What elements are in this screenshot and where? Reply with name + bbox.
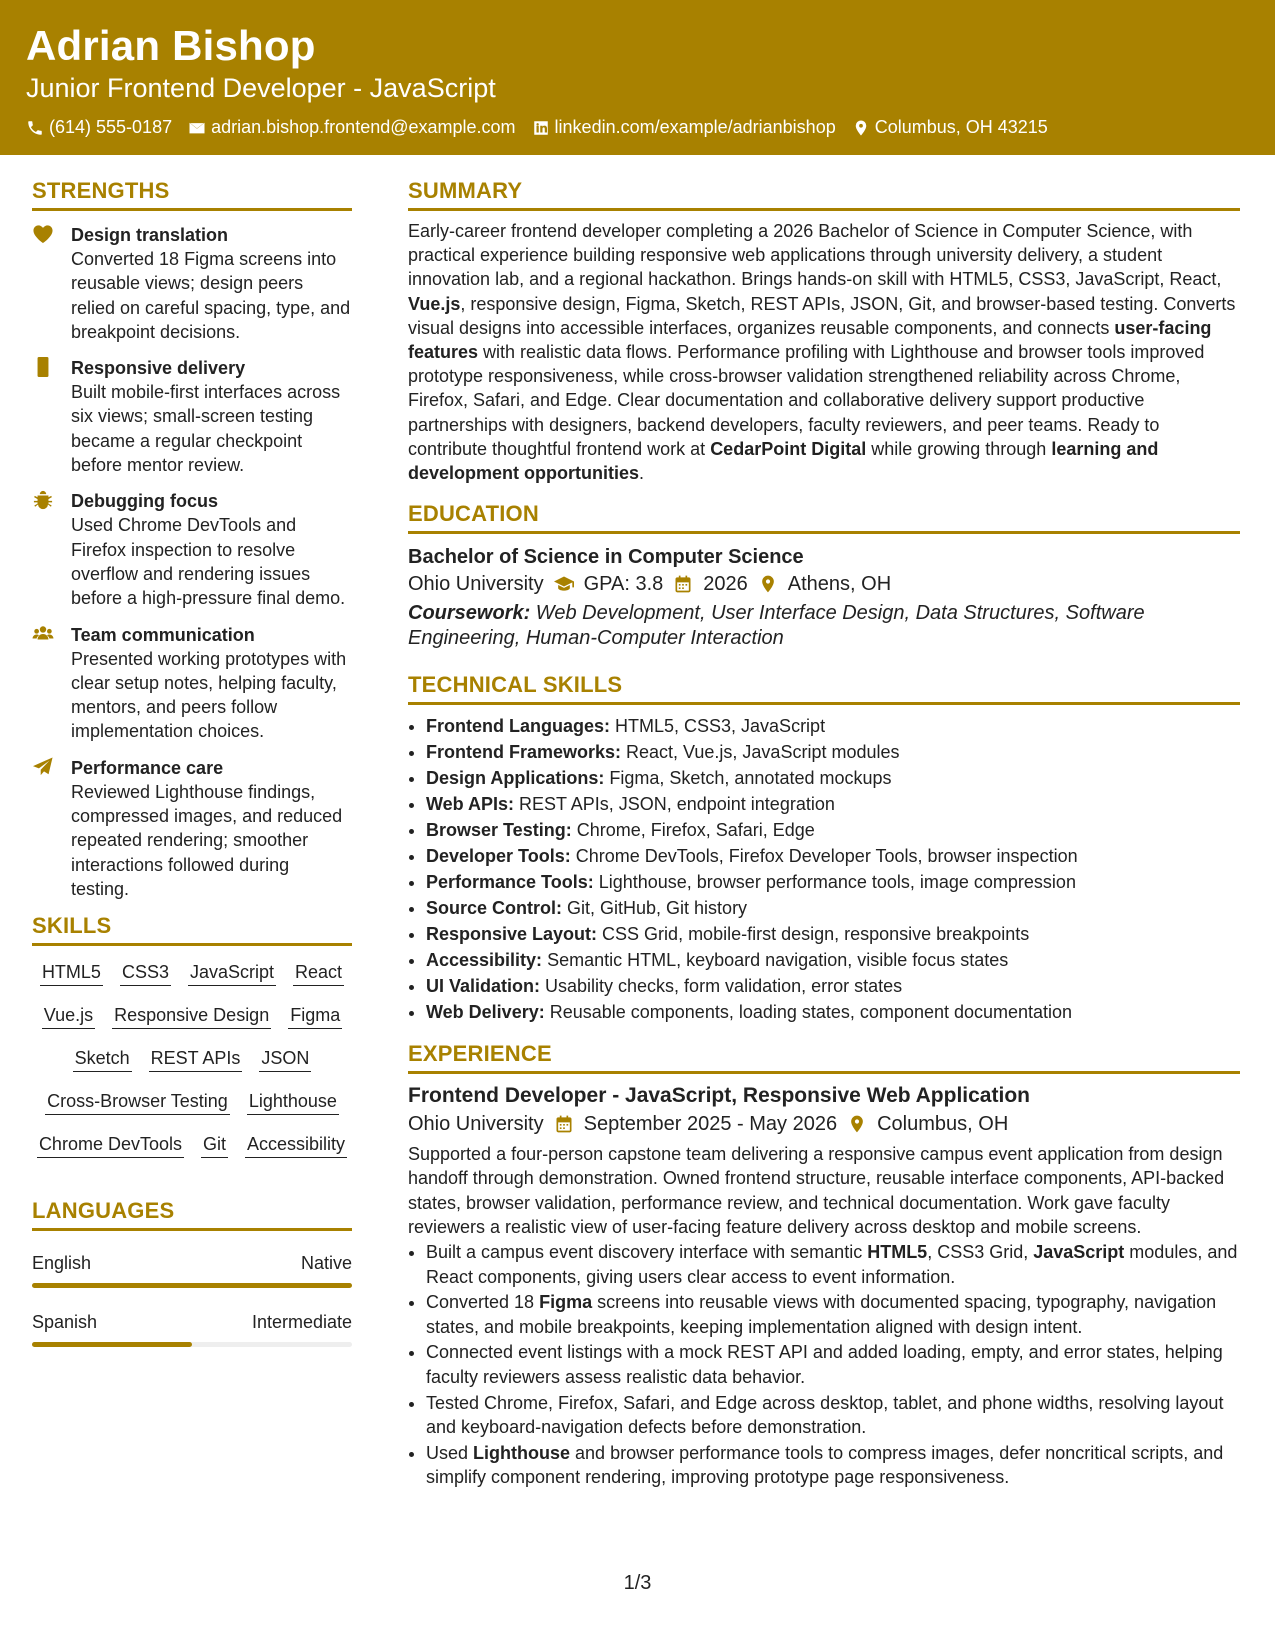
bug-icon bbox=[32, 490, 54, 512]
emphasis-text: JavaScript bbox=[1033, 1242, 1125, 1263]
experience-title: EXPERIENCE bbox=[408, 1041, 1240, 1074]
skills-section bbox=[32, 913, 352, 1158]
text-run: , CSS3 Grid, bbox=[927, 1242, 1034, 1263]
technical-skill-item bbox=[426, 765, 1240, 791]
contact-email[interactable] bbox=[188, 117, 515, 138]
strength-item bbox=[32, 756, 352, 901]
strength-item bbox=[32, 356, 352, 477]
candidate-headline: Junior Frontend Developer - JavaScript bbox=[26, 73, 496, 103]
text-run: modules, and React components, giving users clear access to event information. bbox=[426, 1242, 1238, 1287]
contact-bar bbox=[26, 117, 1048, 138]
education-title: EDUCATION bbox=[408, 501, 1240, 534]
text-run: while growing through bbox=[866, 438, 1052, 459]
emphasis-text: Lighthouse bbox=[473, 1442, 571, 1463]
skill-category: Design Applications: bbox=[426, 768, 605, 789]
technical-skill-item bbox=[426, 817, 1240, 843]
school-location: Athens, OH bbox=[787, 573, 892, 596]
strength-text: Presented working prototypes with clear setup notes, helping faculty, mentors, and peers follow implementation choices. bbox=[71, 648, 347, 742]
emphasis-text: CedarPoint Digital bbox=[710, 438, 867, 459]
job-description: Supported a four-person capstone team delivering a responsive campus event application from design handoff through demonstration. Owned frontend structure, reusable interface components, API-backed states, browser validation, performance review, and technical documentation. Work gave faculty reviewers a realistic view of user-facing feature delivery across desktop and mobile screens. bbox=[408, 1144, 1225, 1237]
language-bar bbox=[32, 1342, 352, 1347]
degree-title: Bachelor of Science in Computer Science bbox=[408, 546, 804, 569]
strength-item bbox=[32, 223, 352, 344]
technical-skills-title: TECHNICAL SKILLS bbox=[408, 672, 1240, 705]
calendar-icon bbox=[554, 1114, 574, 1134]
map-pin-icon bbox=[758, 574, 778, 594]
emphasis-text: Figma bbox=[539, 1292, 593, 1313]
text-run: Early-career frontend developer completing a 2026 Bachelor of Science in Computer Science, with practical experience building responsive web applications through university delivery, a student innovation lab, and a regional hackathon. Brings hands-on skill with HTML5, CSS3, JavaScript, React, bbox=[408, 221, 1222, 290]
education-section bbox=[408, 501, 1240, 650]
job-bullet bbox=[426, 1340, 1240, 1389]
skill-category: Browser Testing: bbox=[426, 820, 572, 841]
emphasis-text: Vue.js bbox=[408, 293, 461, 314]
strengths-list bbox=[32, 223, 352, 901]
text-run: Built a campus event discovery interface with semantic bbox=[426, 1242, 868, 1263]
skill-chip: Accessibility bbox=[245, 1132, 347, 1158]
skills-title: SKILLS bbox=[32, 913, 352, 946]
skill-chip: JSON bbox=[259, 1046, 311, 1072]
strength-text: Built mobile-first interfaces across six views; small-screen testing became a regular checkpoint before mentor review. bbox=[71, 382, 341, 476]
skill-category: Developer Tools: bbox=[426, 846, 571, 867]
linkedin-icon bbox=[532, 119, 550, 137]
emphasis-text: learning and development opportunities bbox=[408, 438, 1159, 484]
language-level: Native bbox=[300, 1253, 352, 1274]
language-bar bbox=[32, 1283, 352, 1288]
job-bullet bbox=[426, 1240, 1240, 1289]
strength-title: Responsive delivery bbox=[71, 358, 246, 379]
technical-skills-list bbox=[408, 713, 1240, 1025]
technical-skill-item bbox=[426, 921, 1240, 947]
calendar-icon bbox=[673, 574, 693, 594]
skill-chip: React bbox=[293, 960, 344, 986]
skill-category: UI Validation: bbox=[426, 976, 541, 997]
skill-chip: REST APIs bbox=[149, 1046, 243, 1072]
languages-list bbox=[32, 1251, 352, 1347]
skill-values: React, Vue.js, JavaScript modules bbox=[621, 742, 900, 763]
language-item bbox=[32, 1310, 352, 1347]
text-run: with realistic data flows. Performance profiling with Lighthouse and browser tools improved prototype responsiveness, while cross-browser validation strengthened reliability across Chrome, Firefox, Safari, and Edge. Clear documentation and collaborative delivery support productive partnerships with designers, backend developers, faculty reviewers, and peer teams. Ready to contribute thoughtful frontend work at bbox=[408, 342, 1205, 459]
contact-location-text: Columbus, OH 43215 bbox=[874, 117, 1048, 137]
skill-chip: Vue.js bbox=[42, 1003, 95, 1029]
strength-title: Debugging focus bbox=[71, 491, 218, 512]
job-location: Columbus, OH bbox=[877, 1113, 1009, 1136]
technical-skill-item bbox=[426, 791, 1240, 817]
strengths-title: STRENGTHS bbox=[32, 178, 352, 211]
skill-values: Chrome DevTools, Firefox Developer Tools, browser inspection bbox=[570, 846, 1078, 867]
map-pin-icon bbox=[852, 119, 870, 137]
skill-values: Semantic HTML, keyboard navigation, visible focus states bbox=[542, 950, 1009, 971]
language-level: Intermediate bbox=[251, 1312, 352, 1333]
strength-text: Reviewed Lighthouse findings, compressed images, and reduced repeated rendering; smoother interactions followed during testing. bbox=[71, 781, 343, 899]
contact-location bbox=[852, 117, 1048, 138]
text-run: . bbox=[639, 463, 645, 484]
users-icon bbox=[32, 624, 54, 646]
experience-meta bbox=[408, 1110, 1240, 1138]
strength-title: Design translation bbox=[71, 225, 229, 245]
emphasis-text: user-facing features bbox=[408, 317, 1212, 363]
skill-category: Responsive Layout: bbox=[426, 924, 598, 945]
skill-values: HTML5, CSS3, JavaScript bbox=[610, 716, 826, 737]
text-run: and browser performance tools to compress images, defer noncritical scripts, and simplify component rendering, improving prototype page responsiveness. bbox=[426, 1442, 1224, 1488]
graduation-cap-icon bbox=[554, 574, 574, 594]
skill-chip: Cross-Browser Testing bbox=[45, 1089, 230, 1115]
skill-category: Frontend Frameworks: bbox=[426, 742, 622, 763]
technical-skill-item bbox=[426, 869, 1240, 895]
technical-skill-item bbox=[426, 843, 1240, 869]
text-run: Converted 18 bbox=[426, 1292, 540, 1313]
contact-linkedin-text: linkedin.com/example/adrianbishop bbox=[554, 117, 836, 137]
coursework-list: Web Development, User Interface Design, Data Structures, Software Engineering, Human-Computer Interaction bbox=[408, 602, 1145, 649]
left-column bbox=[32, 178, 352, 1369]
skill-values: CSS Grid, mobile-first design, responsive breakpoints bbox=[597, 924, 1030, 945]
skill-category: Frontend Languages: bbox=[426, 716, 610, 737]
job-title: Frontend Developer - JavaScript, Responsive Web Application bbox=[408, 1084, 1030, 1108]
text-run: Tested Chrome, Firefox, Safari, and Edge across desktop, tablet, and phone widths, resolving layout and keyboard-navigation defects before demonstration. bbox=[426, 1392, 1224, 1438]
language-bar-fill bbox=[32, 1283, 352, 1288]
skill-chip: HTML5 bbox=[40, 960, 103, 986]
skill-category: Accessibility: bbox=[426, 950, 543, 971]
summary-title: SUMMARY bbox=[408, 178, 1240, 211]
contact-phone[interactable] bbox=[26, 117, 172, 138]
strength-item bbox=[32, 489, 352, 610]
strength-title: Performance care bbox=[71, 757, 224, 778]
skills-chips bbox=[32, 960, 352, 1158]
skill-chip: Git bbox=[201, 1132, 228, 1158]
text-run: , responsive design, Figma, Sketch, REST APIs, JSON, Git, and browser-based testing. Converts visual designs into accessible interfaces, organizes reusable components, and connects bbox=[408, 293, 1236, 338]
language-name: Spanish bbox=[32, 1312, 98, 1333]
technical-skill-item bbox=[426, 999, 1240, 1025]
text-run: Used bbox=[426, 1442, 474, 1463]
school-name: Ohio University bbox=[408, 573, 544, 596]
job-bullet bbox=[426, 1441, 1240, 1490]
candidate-name: Adrian Bishop bbox=[26, 22, 316, 69]
technical-skill-item bbox=[426, 895, 1240, 921]
skill-values: Figma, Sketch, annotated mockups bbox=[604, 768, 892, 789]
employer-name: Ohio University bbox=[408, 1113, 544, 1136]
language-bar-fill bbox=[32, 1342, 192, 1347]
technical-skill-item bbox=[426, 973, 1240, 999]
strength-title: Team communication bbox=[71, 624, 255, 645]
job-dates: September 2025 - May 2026 bbox=[583, 1113, 838, 1136]
coursework-label: Coursework: bbox=[408, 602, 531, 625]
technical-skill-item bbox=[426, 947, 1240, 973]
envelope-icon bbox=[188, 119, 206, 137]
skill-chip: Sketch bbox=[73, 1046, 132, 1072]
skill-values: REST APIs, JSON, endpoint integration bbox=[514, 794, 835, 815]
phone-icon bbox=[26, 119, 44, 137]
summary-text bbox=[408, 219, 1240, 485]
coursework bbox=[408, 601, 1240, 650]
map-pin-icon bbox=[847, 1114, 867, 1134]
skill-category: Web Delivery: bbox=[426, 1002, 545, 1023]
technical-skills-section bbox=[408, 672, 1240, 1025]
languages-section bbox=[32, 1198, 352, 1347]
technical-skill-item bbox=[426, 739, 1240, 765]
heart-icon bbox=[32, 224, 54, 246]
right-column bbox=[408, 178, 1240, 1491]
skill-chip: Chrome DevTools bbox=[37, 1132, 184, 1158]
skill-category: Web APIs: bbox=[426, 794, 515, 815]
language-item bbox=[32, 1251, 352, 1288]
skill-values: Lighthouse, browser performance tools, image compression bbox=[593, 872, 1076, 893]
technical-skill-item bbox=[426, 713, 1240, 739]
skill-chip: CSS3 bbox=[120, 960, 171, 986]
languages-title: LANGUAGES bbox=[32, 1198, 352, 1231]
strength-text: Used Chrome DevTools and Firefox inspection to resolve overflow and rendering issues before a high-pressure final demo. bbox=[71, 515, 346, 609]
skill-values: Usability checks, form validation, error states bbox=[540, 976, 903, 997]
skill-category: Source Control: bbox=[426, 898, 563, 919]
mobile-icon bbox=[32, 357, 54, 379]
text-run: Connected event listings with a mock REST API and added loading, empty, and error states, helping faculty reviewers assess realistic data behavior. bbox=[426, 1342, 1223, 1388]
strength-item bbox=[32, 623, 352, 744]
skill-category: Performance Tools: bbox=[426, 872, 594, 893]
text-run: screens into reusable views with documented spacing, typography, navigation states, and mobile breakpoints, keeping implementation aligned with design intent. bbox=[426, 1292, 1217, 1337]
skill-chip: Responsive Design bbox=[112, 1003, 271, 1029]
strength-text: Converted 18 Figma screens into reusable views; design peers relied on careful spacing, type, and breakpoint decisions. bbox=[71, 249, 351, 342]
skill-values: Reusable components, loading states, component documentation bbox=[544, 1002, 1073, 1023]
contact-linkedin[interactable] bbox=[532, 117, 836, 138]
job-bullets bbox=[408, 1240, 1240, 1490]
skill-chip: Lighthouse bbox=[247, 1089, 339, 1115]
education-meta bbox=[408, 570, 1240, 598]
gpa: GPA: 3.8 bbox=[583, 573, 664, 596]
job-bullet bbox=[426, 1391, 1240, 1440]
skill-chip: Figma bbox=[288, 1003, 342, 1029]
page-indicator: 1/3 bbox=[623, 1572, 652, 1594]
contact-phone-text: (614) 555-0187 bbox=[49, 117, 173, 137]
job-bullet bbox=[426, 1290, 1240, 1339]
emphasis-text: HTML5 bbox=[867, 1242, 928, 1263]
resume-header bbox=[0, 0, 1275, 155]
contact-email-text: adrian.bishop.frontend@example.com bbox=[211, 117, 516, 137]
experience-section bbox=[408, 1041, 1240, 1490]
skill-values: Git, GitHub, Git history bbox=[562, 898, 748, 919]
skill-chip: JavaScript bbox=[188, 960, 276, 986]
language-name: English bbox=[32, 1253, 92, 1274]
skill-values: Chrome, Firefox, Safari, Edge bbox=[571, 820, 815, 841]
graduation-year: 2026 bbox=[703, 573, 748, 596]
paper-plane-icon bbox=[32, 757, 54, 779]
